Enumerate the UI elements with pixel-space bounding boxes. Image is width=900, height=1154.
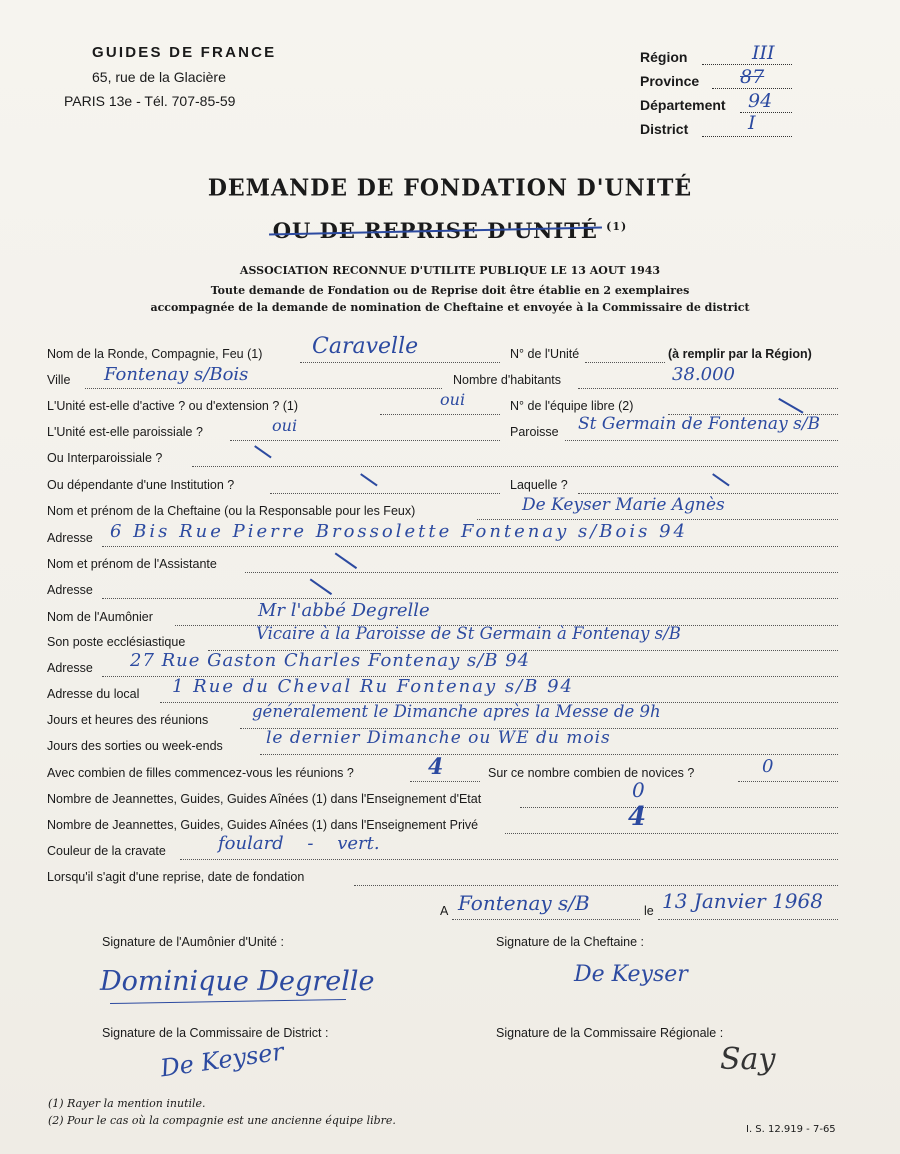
adresse1-label: Adresse bbox=[47, 531, 93, 545]
footnote-2: (2) Pour le cas où la compagnie est une ancienne équipe libre. bbox=[48, 1114, 396, 1127]
sig-aumonier: Dominique Degrelle bbox=[100, 966, 375, 997]
sig-cheftaine-label: Signature de la Cheftaine : bbox=[496, 935, 645, 949]
reprise-line bbox=[354, 885, 838, 886]
paroisse-line bbox=[565, 440, 838, 441]
sig-regionale: Say bbox=[720, 1042, 776, 1077]
prive-line bbox=[505, 833, 838, 834]
sub-title bbox=[0, 218, 900, 243]
main-title: DEMANDE DE FONDATION D'UNITÉ bbox=[207, 174, 693, 202]
sig-regionale-label: Signature de la Commissaire Régionale : bbox=[496, 1026, 724, 1040]
province-line bbox=[712, 88, 792, 89]
district-label: District bbox=[640, 121, 689, 137]
org-city-phone: PARIS 13e - Tél. 707-85-59 bbox=[64, 93, 236, 109]
novices-label: Sur ce nombre combien de novices ? bbox=[488, 766, 695, 780]
adresse1-line bbox=[102, 546, 838, 547]
ville-line bbox=[85, 388, 442, 389]
adresse3-label: Adresse bbox=[47, 661, 93, 675]
place-a-label: A bbox=[440, 904, 449, 918]
district-value: I bbox=[748, 112, 756, 134]
sig-cheftaine: De Keyser bbox=[574, 962, 688, 987]
notice-line-2: accompagnée de la demande de nomination de Cheftaine et envoyée à la Commissaire de district bbox=[150, 301, 750, 314]
sub-title-note: (1) bbox=[606, 220, 628, 233]
ville-label: Ville bbox=[47, 373, 71, 387]
cravate-value: foulard - vert. bbox=[218, 833, 380, 854]
region-label: Région bbox=[640, 49, 688, 65]
interparoissiale-line bbox=[192, 466, 838, 467]
interparoissiale-strike bbox=[254, 446, 271, 459]
novices-line bbox=[738, 781, 838, 782]
reunions-value: généralement le Dimanche après la Messe de 9h bbox=[252, 702, 661, 721]
cheftaine-value: De Keyser Marie Agnès bbox=[522, 495, 725, 515]
local-label: Adresse du local bbox=[47, 687, 140, 701]
date-line bbox=[658, 919, 838, 920]
paroisse-label: Paroisse bbox=[510, 425, 559, 439]
org-name: GUIDES DE FRANCE bbox=[92, 44, 277, 61]
cravate-label: Couleur de la cravate bbox=[47, 844, 166, 858]
etat-line bbox=[520, 807, 838, 808]
form-reference: I. S. 12.919 - 7-65 bbox=[746, 1124, 836, 1135]
institution-strike bbox=[360, 474, 377, 487]
aumonier-label: Nom de l'Aumônier bbox=[47, 610, 153, 624]
prive-label: Nombre de Jeannettes, Guides, Guides Aînées (1) dans l'Enseignement Privé bbox=[47, 818, 479, 832]
filles-line bbox=[410, 781, 480, 782]
nom-ronde-label: Nom de la Ronde, Compagnie, Feu (1) bbox=[47, 347, 263, 361]
filles-value: 4 bbox=[428, 754, 444, 780]
institution-label: Ou dépendante d'une Institution ? bbox=[47, 478, 235, 492]
sig-district-label: Signature de la Commissaire de District : bbox=[102, 1026, 329, 1040]
num-unite-note: (à remplir par la Région) bbox=[668, 347, 812, 361]
habitants-value: 38.000 bbox=[672, 364, 735, 385]
sorties-label: Jours des sorties ou week-ends bbox=[47, 739, 223, 753]
org-address: 65, rue de la Glacière bbox=[92, 69, 226, 85]
paroisse-value: St Germain de Fontenay s/B bbox=[578, 414, 821, 434]
footnote-1: (1) Rayer la mention inutile. bbox=[48, 1097, 206, 1110]
equipe-libre-strike bbox=[778, 398, 803, 413]
paroissiale-value: oui bbox=[272, 416, 298, 435]
place-value: Fontenay s/B bbox=[458, 891, 590, 915]
habitants-line bbox=[578, 388, 838, 389]
assistante-label: Nom et prénom de l'Assistante bbox=[47, 557, 217, 571]
ville-value: Fontenay s/Bois bbox=[104, 364, 249, 385]
laquelle-line bbox=[578, 493, 838, 494]
interparoissiale-label: Ou Interparoissiale ? bbox=[47, 451, 163, 465]
laquelle-strike bbox=[712, 474, 729, 487]
departement-value: 94 bbox=[748, 90, 773, 112]
num-unite-line bbox=[585, 362, 665, 363]
association-line: ASSOCIATION RECONNUE D'UTILITE PUBLIQUE LE 13 AOUT 1943 bbox=[239, 264, 661, 277]
nom-ronde-line bbox=[300, 362, 500, 363]
habitants-label: Nombre d'habitants bbox=[453, 373, 562, 387]
sig-district: De Keyser bbox=[158, 1037, 286, 1083]
local-value: 1 Rue du Cheval Ru Fontenay s/B 94 bbox=[172, 676, 574, 697]
num-unite-label: N° de l'Unité bbox=[510, 347, 580, 361]
active-label: L'Unité est-elle d'active ? ou d'extension ? (1) bbox=[47, 399, 299, 413]
assistante-strike bbox=[335, 553, 357, 569]
date-le-label: le bbox=[644, 904, 654, 918]
cheftaine-label: Nom et prénom de la Cheftaine (ou la Responsable pour les Feux) bbox=[47, 504, 416, 518]
assistante-line bbox=[245, 572, 838, 573]
poste-value: Vicaire à la Paroisse de St Germain à Fontenay s/B bbox=[256, 624, 681, 643]
paroissiale-label: L'Unité est-elle paroissiale ? bbox=[47, 425, 203, 439]
active-value: oui bbox=[440, 390, 466, 409]
adresse2-line bbox=[102, 598, 838, 599]
district-line bbox=[702, 136, 792, 137]
adresse1-value: 6 Bis Rue Pierre Brossolette Fontenay s/Bois 94 bbox=[110, 521, 688, 542]
province-label: Province bbox=[640, 73, 700, 89]
institution-line bbox=[270, 493, 500, 494]
sub-title-text: OU DE REPRISE D'UNITÉ bbox=[272, 218, 598, 243]
cravate-line bbox=[180, 859, 838, 860]
adresse2-strike bbox=[310, 579, 332, 595]
nom-ronde-value: Caravelle bbox=[312, 334, 419, 359]
prive-value: 4 bbox=[628, 802, 647, 832]
laquelle-label: Laquelle ? bbox=[510, 478, 568, 492]
reprise-label: Lorsqu'il s'agit d'une reprise, date de fondation bbox=[47, 870, 305, 884]
adresse2-label: Adresse bbox=[47, 583, 93, 597]
departement-label: Département bbox=[640, 97, 726, 113]
filles-label: Avec combien de filles commencez-vous les réunions ? bbox=[47, 766, 354, 780]
date-value: 13 Janvier 1968 bbox=[662, 889, 823, 913]
notice-line-1: Toute demande de Fondation ou de Reprise doit être établie en 2 exemplaires bbox=[210, 284, 690, 297]
cheftaine-line bbox=[477, 519, 838, 520]
sorties-line bbox=[260, 754, 838, 755]
active-line bbox=[380, 414, 500, 415]
place-line bbox=[452, 919, 640, 920]
novices-value: 0 bbox=[762, 756, 774, 777]
adresse3-value: 27 Rue Gaston Charles Fontenay s/B 94 bbox=[130, 650, 531, 671]
sig-aumonier-underline bbox=[110, 999, 346, 1004]
poste-label: Son poste ecclésiastique bbox=[47, 635, 186, 649]
paroissiale-line bbox=[230, 440, 500, 441]
etat-label: Nombre de Jeannettes, Guides, Guides Aînées (1) dans l'Enseignement d'Etat bbox=[47, 792, 482, 806]
province-value: 87 bbox=[740, 66, 765, 88]
region-value: III bbox=[752, 42, 775, 64]
reunions-label: Jours et heures des réunions bbox=[47, 713, 209, 727]
region-line bbox=[702, 64, 792, 65]
equipe-libre-label: N° de l'équipe libre (2) bbox=[510, 399, 634, 413]
aumonier-value: Mr l'abbé Degrelle bbox=[258, 600, 430, 621]
sorties-value: le dernier Dimanche ou WE du mois bbox=[266, 728, 611, 748]
etat-value: 0 bbox=[632, 778, 645, 802]
sig-aumonier-label: Signature de l'Aumônier d'Unité : bbox=[102, 935, 284, 949]
